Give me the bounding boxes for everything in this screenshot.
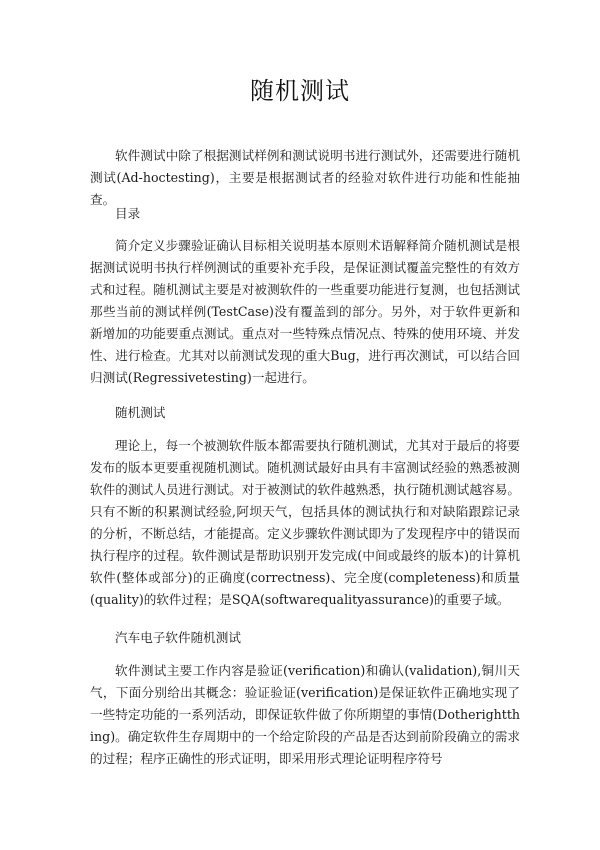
toc-heading: 目录 [115, 206, 141, 221]
section-heading-auto-electronics: 汽车电子软件随机测试 [115, 630, 241, 645]
intro-paragraph: 软件测试中除了根据测试样例和测试说明书进行测试外，还需要进行随机测试(Ad-hoctesting)，主要是根据测试者的经验对软件进行功能和性能抽查。 [90, 148, 520, 207]
page-title: 随机测试 [250, 77, 350, 105]
section-heading-random-test: 随机测试 [115, 405, 166, 420]
toc-paragraph: 简介定义步骤验证确认目标相关说明基本原则术语解释简介随机测试是根据测试说明书执行样例测试的重要补充手段，是保证测试覆盖完整性的有效方式和过程。随机测试主要是对被测软件的一些重要功能进行复测，也包括测试那些当前的测试样例(TestCase)没有覆盖到的部分。另外，对于软件更新和新增加的功能要重点测试。重点对一些特殊点情况点、特殊的使用环境、并发性、进行检查。尤其对以前测试发现的重大Bug，进行再次测试，可以结合回归测试(Regressivetesting)一起进行。 [90, 238, 520, 385]
section-paragraph-auto-electronics: 软件测试主要工作内容是验证(verification)和确认(validation),铜川天气，下面分别给出其概念：验证验证(verification)是保证软件正确地实现了一些特定功能的一系列活动，即保证软件做了你所期望的事情(Dotherightthing)。确定软件生存周期中的一个给定阶段的产品是否达到前阶段确立的需求的过程；程序正确性的形式证明，即采用形式理论证明程序符号 [90, 663, 520, 766]
section-paragraph-random-test: 理论上，每一个被测软件版本都需要执行随机测试，尤其对于最后的将要发布的版本更要重视随机测试。随机测试最好由具有丰富测试经验的熟悉被测软件的测试人员进行测试。对于被测试的软件越熟悉，执行随机测试越容易。只有不断的积累测试经验,阿坝天气，包括具体的测试执行和对缺陷跟踪记录的分析，不断总结，才能提高。定义步骤软件测试即为了发现程序中的错误而执行程序的过程。软件测试是帮助识别开发完成(中间或最终的版本)的计算机软件(整体或部分)的正确度(correctness)、完全度(completeness)和质量(quality)的软件过程；是SQA(softwarequalityassurance)的重要子域。 [90, 438, 520, 607]
